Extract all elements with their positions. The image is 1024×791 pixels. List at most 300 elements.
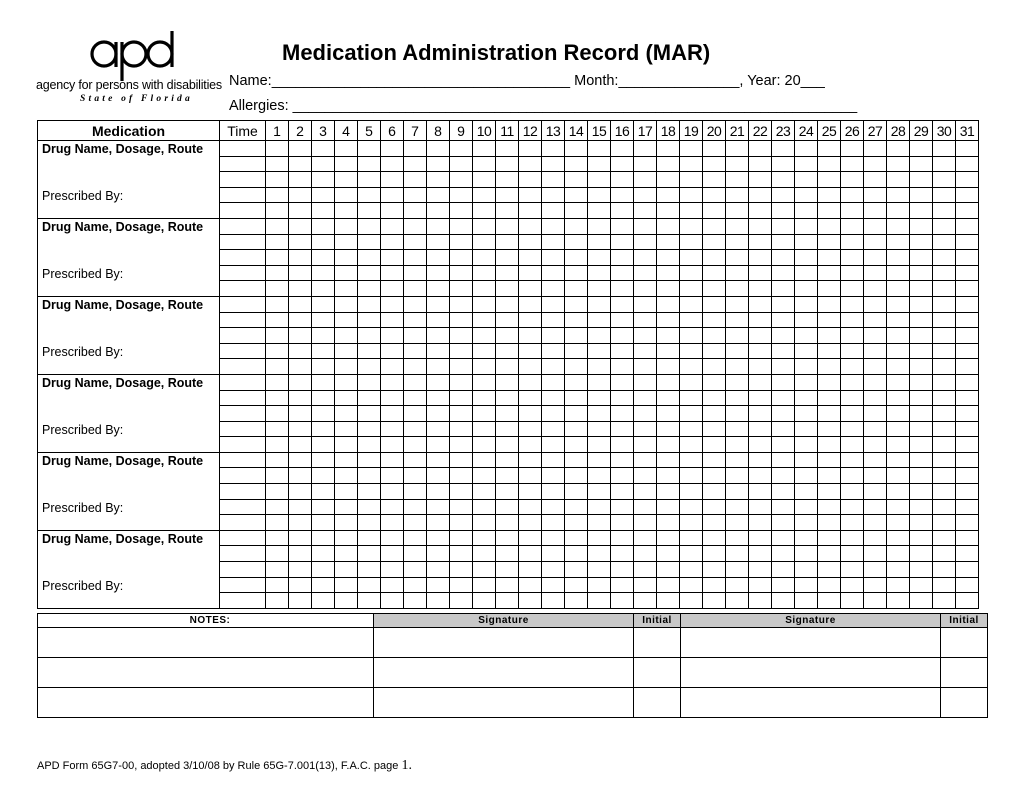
day-cell[interactable] bbox=[542, 546, 565, 562]
day-cell[interactable] bbox=[427, 265, 450, 281]
day-cell[interactable] bbox=[910, 406, 933, 422]
day-cell[interactable] bbox=[703, 312, 726, 328]
day-cell[interactable] bbox=[864, 172, 887, 188]
day-cell[interactable] bbox=[473, 218, 496, 234]
day-cell[interactable] bbox=[450, 218, 473, 234]
day-cell[interactable] bbox=[864, 499, 887, 515]
day-cell[interactable] bbox=[588, 499, 611, 515]
day-cell[interactable] bbox=[450, 141, 473, 157]
day-cell[interactable] bbox=[588, 468, 611, 484]
day-cell[interactable] bbox=[910, 546, 933, 562]
time-cell[interactable] bbox=[220, 203, 266, 219]
day-cell[interactable] bbox=[680, 546, 703, 562]
day-cell[interactable] bbox=[496, 359, 519, 375]
day-cell[interactable] bbox=[496, 468, 519, 484]
day-cell[interactable] bbox=[634, 546, 657, 562]
day-cell[interactable] bbox=[542, 265, 565, 281]
day-cell[interactable] bbox=[772, 577, 795, 593]
day-cell[interactable] bbox=[427, 577, 450, 593]
day-cell[interactable] bbox=[312, 187, 335, 203]
day-cell[interactable] bbox=[542, 452, 565, 468]
day-cell[interactable] bbox=[887, 593, 910, 609]
day-cell[interactable] bbox=[795, 234, 818, 250]
day-cell[interactable] bbox=[956, 250, 979, 266]
day-cell[interactable] bbox=[634, 374, 657, 390]
day-cell[interactable] bbox=[864, 562, 887, 578]
day-cell[interactable] bbox=[542, 234, 565, 250]
day-cell[interactable] bbox=[404, 374, 427, 390]
day-cell[interactable] bbox=[726, 593, 749, 609]
day-cell[interactable] bbox=[611, 203, 634, 219]
day-cell[interactable] bbox=[933, 406, 956, 422]
day-cell[interactable] bbox=[588, 593, 611, 609]
day-cell[interactable] bbox=[588, 374, 611, 390]
day-cell[interactable] bbox=[657, 328, 680, 344]
day-cell[interactable] bbox=[680, 530, 703, 546]
day-cell[interactable] bbox=[887, 499, 910, 515]
day-cell[interactable] bbox=[565, 296, 588, 312]
day-cell[interactable] bbox=[404, 312, 427, 328]
day-cell[interactable] bbox=[795, 437, 818, 453]
day-cell[interactable] bbox=[565, 390, 588, 406]
day-cell[interactable] bbox=[772, 593, 795, 609]
day-cell[interactable] bbox=[565, 312, 588, 328]
day-cell[interactable] bbox=[473, 328, 496, 344]
day-cell[interactable] bbox=[542, 296, 565, 312]
time-cell[interactable] bbox=[220, 250, 266, 266]
day-cell[interactable] bbox=[841, 452, 864, 468]
medication-cell[interactable] bbox=[38, 452, 220, 530]
day-cell[interactable] bbox=[795, 468, 818, 484]
day-cell[interactable] bbox=[427, 328, 450, 344]
day-cell[interactable] bbox=[611, 374, 634, 390]
day-cell[interactable] bbox=[358, 250, 381, 266]
day-cell[interactable] bbox=[818, 562, 841, 578]
day-cell[interactable] bbox=[611, 562, 634, 578]
day-cell[interactable] bbox=[910, 203, 933, 219]
day-cell[interactable] bbox=[818, 484, 841, 500]
day-cell[interactable] bbox=[266, 203, 289, 219]
day-cell[interactable] bbox=[542, 390, 565, 406]
day-cell[interactable] bbox=[588, 437, 611, 453]
day-cell[interactable] bbox=[542, 172, 565, 188]
day-cell[interactable] bbox=[956, 546, 979, 562]
day-cell[interactable] bbox=[404, 437, 427, 453]
day-cell[interactable] bbox=[772, 530, 795, 546]
day-cell[interactable] bbox=[611, 515, 634, 531]
day-cell[interactable] bbox=[381, 203, 404, 219]
day-cell[interactable] bbox=[657, 484, 680, 500]
day-cell[interactable] bbox=[841, 187, 864, 203]
day-cell[interactable] bbox=[680, 515, 703, 531]
day-cell[interactable] bbox=[473, 359, 496, 375]
day-cell[interactable] bbox=[611, 421, 634, 437]
day-cell[interactable] bbox=[565, 452, 588, 468]
day-cell[interactable] bbox=[289, 406, 312, 422]
day-cell[interactable] bbox=[542, 250, 565, 266]
day-cell[interactable] bbox=[335, 515, 358, 531]
day-cell[interactable] bbox=[933, 390, 956, 406]
day-cell[interactable] bbox=[657, 156, 680, 172]
day-cell[interactable] bbox=[289, 218, 312, 234]
day-cell[interactable] bbox=[588, 546, 611, 562]
day-cell[interactable] bbox=[611, 406, 634, 422]
day-cell[interactable] bbox=[634, 281, 657, 297]
day-cell[interactable] bbox=[312, 421, 335, 437]
day-cell[interactable] bbox=[496, 141, 519, 157]
day-cell[interactable] bbox=[841, 468, 864, 484]
day-cell[interactable] bbox=[749, 499, 772, 515]
day-cell[interactable] bbox=[772, 141, 795, 157]
day-cell[interactable] bbox=[864, 515, 887, 531]
day-cell[interactable] bbox=[703, 203, 726, 219]
day-cell[interactable] bbox=[335, 390, 358, 406]
name-month-year-line[interactable]: Name:_____________________________________ Month:_______________, Year: 20___ bbox=[229, 73, 825, 89]
day-cell[interactable] bbox=[795, 265, 818, 281]
day-cell[interactable] bbox=[634, 593, 657, 609]
day-cell[interactable] bbox=[381, 562, 404, 578]
day-cell[interactable] bbox=[266, 250, 289, 266]
time-cell[interactable] bbox=[220, 515, 266, 531]
day-cell[interactable] bbox=[358, 530, 381, 546]
day-cell[interactable] bbox=[772, 296, 795, 312]
day-cell[interactable] bbox=[565, 281, 588, 297]
day-cell[interactable] bbox=[703, 452, 726, 468]
day-cell[interactable] bbox=[427, 515, 450, 531]
day-cell[interactable] bbox=[910, 296, 933, 312]
day-cell[interactable] bbox=[772, 172, 795, 188]
day-cell[interactable] bbox=[565, 484, 588, 500]
day-cell[interactable] bbox=[312, 390, 335, 406]
day-cell[interactable] bbox=[749, 546, 772, 562]
day-cell[interactable] bbox=[588, 359, 611, 375]
day-cell[interactable] bbox=[266, 312, 289, 328]
day-cell[interactable] bbox=[542, 593, 565, 609]
time-cell[interactable] bbox=[220, 156, 266, 172]
day-cell[interactable] bbox=[450, 374, 473, 390]
day-cell[interactable] bbox=[358, 562, 381, 578]
day-cell[interactable] bbox=[703, 406, 726, 422]
day-cell[interactable] bbox=[795, 546, 818, 562]
day-cell[interactable] bbox=[841, 515, 864, 531]
day-cell[interactable] bbox=[887, 296, 910, 312]
day-cell[interactable] bbox=[473, 203, 496, 219]
day-cell[interactable] bbox=[703, 234, 726, 250]
day-cell[interactable] bbox=[726, 406, 749, 422]
day-cell[interactable] bbox=[726, 187, 749, 203]
day-cell[interactable] bbox=[772, 328, 795, 344]
day-cell[interactable] bbox=[680, 406, 703, 422]
day-cell[interactable] bbox=[956, 281, 979, 297]
day-cell[interactable] bbox=[473, 530, 496, 546]
day-cell[interactable] bbox=[841, 374, 864, 390]
day-cell[interactable] bbox=[933, 281, 956, 297]
day-cell[interactable] bbox=[381, 406, 404, 422]
day-cell[interactable] bbox=[772, 343, 795, 359]
day-cell[interactable] bbox=[404, 452, 427, 468]
day-cell[interactable] bbox=[289, 562, 312, 578]
day-cell[interactable] bbox=[726, 141, 749, 157]
day-cell[interactable] bbox=[289, 312, 312, 328]
day-cell[interactable] bbox=[565, 562, 588, 578]
day-cell[interactable] bbox=[266, 452, 289, 468]
medication-cell[interactable] bbox=[38, 141, 220, 219]
day-cell[interactable] bbox=[864, 296, 887, 312]
day-cell[interactable] bbox=[680, 437, 703, 453]
day-cell[interactable] bbox=[749, 265, 772, 281]
day-cell[interactable] bbox=[588, 234, 611, 250]
day-cell[interactable] bbox=[588, 265, 611, 281]
day-cell[interactable] bbox=[496, 187, 519, 203]
day-cell[interactable] bbox=[312, 546, 335, 562]
day-cell[interactable] bbox=[473, 406, 496, 422]
day-cell[interactable] bbox=[450, 562, 473, 578]
day-cell[interactable] bbox=[795, 499, 818, 515]
day-cell[interactable] bbox=[266, 499, 289, 515]
day-cell[interactable] bbox=[910, 172, 933, 188]
day-cell[interactable] bbox=[542, 187, 565, 203]
day-cell[interactable] bbox=[565, 359, 588, 375]
day-cell[interactable] bbox=[381, 484, 404, 500]
day-cell[interactable] bbox=[726, 218, 749, 234]
day-cell[interactable] bbox=[749, 593, 772, 609]
day-cell[interactable] bbox=[818, 218, 841, 234]
day-cell[interactable] bbox=[887, 281, 910, 297]
day-cell[interactable] bbox=[864, 218, 887, 234]
day-cell[interactable] bbox=[933, 234, 956, 250]
day-cell[interactable] bbox=[611, 250, 634, 266]
day-cell[interactable] bbox=[266, 156, 289, 172]
day-cell[interactable] bbox=[473, 499, 496, 515]
day-cell[interactable] bbox=[450, 328, 473, 344]
day-cell[interactable] bbox=[956, 530, 979, 546]
day-cell[interactable] bbox=[910, 281, 933, 297]
time-cell[interactable] bbox=[220, 374, 266, 390]
day-cell[interactable] bbox=[404, 562, 427, 578]
day-cell[interactable] bbox=[358, 328, 381, 344]
day-cell[interactable] bbox=[519, 546, 542, 562]
day-cell[interactable] bbox=[887, 343, 910, 359]
day-cell[interactable] bbox=[887, 234, 910, 250]
day-cell[interactable] bbox=[726, 265, 749, 281]
day-cell[interactable] bbox=[680, 593, 703, 609]
day-cell[interactable] bbox=[404, 203, 427, 219]
day-cell[interactable] bbox=[427, 593, 450, 609]
day-cell[interactable] bbox=[795, 530, 818, 546]
day-cell[interactable] bbox=[910, 421, 933, 437]
day-cell[interactable] bbox=[657, 515, 680, 531]
day-cell[interactable] bbox=[473, 187, 496, 203]
day-cell[interactable] bbox=[795, 187, 818, 203]
day-cell[interactable] bbox=[473, 562, 496, 578]
day-cell[interactable] bbox=[450, 312, 473, 328]
day-cell[interactable] bbox=[289, 296, 312, 312]
day-cell[interactable] bbox=[496, 484, 519, 500]
day-cell[interactable] bbox=[266, 343, 289, 359]
day-cell[interactable] bbox=[634, 562, 657, 578]
signature-cell[interactable] bbox=[374, 628, 634, 658]
day-cell[interactable] bbox=[404, 530, 427, 546]
day-cell[interactable] bbox=[473, 374, 496, 390]
day-cell[interactable] bbox=[933, 359, 956, 375]
day-cell[interactable] bbox=[657, 452, 680, 468]
day-cell[interactable] bbox=[289, 484, 312, 500]
day-cell[interactable] bbox=[358, 218, 381, 234]
day-cell[interactable] bbox=[795, 141, 818, 157]
time-cell[interactable] bbox=[220, 452, 266, 468]
day-cell[interactable] bbox=[542, 218, 565, 234]
day-cell[interactable] bbox=[933, 296, 956, 312]
day-cell[interactable] bbox=[726, 172, 749, 188]
day-cell[interactable] bbox=[473, 234, 496, 250]
day-cell[interactable] bbox=[933, 265, 956, 281]
day-cell[interactable] bbox=[864, 343, 887, 359]
day-cell[interactable] bbox=[818, 421, 841, 437]
day-cell[interactable] bbox=[519, 203, 542, 219]
day-cell[interactable] bbox=[588, 406, 611, 422]
day-cell[interactable] bbox=[519, 484, 542, 500]
day-cell[interactable] bbox=[611, 530, 634, 546]
day-cell[interactable] bbox=[795, 390, 818, 406]
day-cell[interactable] bbox=[749, 343, 772, 359]
day-cell[interactable] bbox=[289, 187, 312, 203]
day-cell[interactable] bbox=[335, 562, 358, 578]
day-cell[interactable] bbox=[887, 141, 910, 157]
day-cell[interactable] bbox=[887, 390, 910, 406]
day-cell[interactable] bbox=[933, 156, 956, 172]
day-cell[interactable] bbox=[910, 437, 933, 453]
day-cell[interactable] bbox=[841, 359, 864, 375]
day-cell[interactable] bbox=[404, 250, 427, 266]
day-cell[interactable] bbox=[289, 172, 312, 188]
day-cell[interactable] bbox=[542, 421, 565, 437]
day-cell[interactable] bbox=[266, 359, 289, 375]
day-cell[interactable] bbox=[289, 390, 312, 406]
day-cell[interactable] bbox=[565, 468, 588, 484]
day-cell[interactable] bbox=[657, 296, 680, 312]
day-cell[interactable] bbox=[473, 141, 496, 157]
day-cell[interactable] bbox=[404, 156, 427, 172]
day-cell[interactable] bbox=[266, 515, 289, 531]
signature-cell[interactable] bbox=[374, 688, 634, 718]
day-cell[interactable] bbox=[542, 359, 565, 375]
day-cell[interactable] bbox=[381, 218, 404, 234]
day-cell[interactable] bbox=[726, 390, 749, 406]
day-cell[interactable] bbox=[864, 452, 887, 468]
day-cell[interactable] bbox=[634, 156, 657, 172]
day-cell[interactable] bbox=[312, 468, 335, 484]
day-cell[interactable] bbox=[910, 328, 933, 344]
day-cell[interactable] bbox=[427, 234, 450, 250]
day-cell[interactable] bbox=[910, 359, 933, 375]
day-cell[interactable] bbox=[841, 141, 864, 157]
day-cell[interactable] bbox=[634, 530, 657, 546]
day-cell[interactable] bbox=[496, 250, 519, 266]
day-cell[interactable] bbox=[450, 265, 473, 281]
day-cell[interactable] bbox=[335, 218, 358, 234]
day-cell[interactable] bbox=[910, 343, 933, 359]
day-cell[interactable] bbox=[427, 250, 450, 266]
day-cell[interactable] bbox=[726, 437, 749, 453]
time-cell[interactable] bbox=[220, 359, 266, 375]
day-cell[interactable] bbox=[404, 390, 427, 406]
day-cell[interactable] bbox=[956, 218, 979, 234]
day-cell[interactable] bbox=[887, 484, 910, 500]
day-cell[interactable] bbox=[634, 312, 657, 328]
day-cell[interactable] bbox=[749, 250, 772, 266]
time-cell[interactable] bbox=[220, 328, 266, 344]
time-cell[interactable] bbox=[220, 187, 266, 203]
day-cell[interactable] bbox=[887, 203, 910, 219]
day-cell[interactable] bbox=[864, 265, 887, 281]
day-cell[interactable] bbox=[657, 141, 680, 157]
day-cell[interactable] bbox=[588, 141, 611, 157]
day-cell[interactable] bbox=[772, 281, 795, 297]
day-cell[interactable] bbox=[565, 141, 588, 157]
day-cell[interactable] bbox=[519, 156, 542, 172]
day-cell[interactable] bbox=[335, 437, 358, 453]
day-cell[interactable] bbox=[657, 281, 680, 297]
day-cell[interactable] bbox=[450, 421, 473, 437]
day-cell[interactable] bbox=[289, 343, 312, 359]
day-cell[interactable] bbox=[703, 562, 726, 578]
day-cell[interactable] bbox=[450, 468, 473, 484]
day-cell[interactable] bbox=[841, 577, 864, 593]
day-cell[interactable] bbox=[933, 421, 956, 437]
day-cell[interactable] bbox=[450, 577, 473, 593]
day-cell[interactable] bbox=[956, 452, 979, 468]
day-cell[interactable] bbox=[289, 203, 312, 219]
day-cell[interactable] bbox=[956, 515, 979, 531]
day-cell[interactable] bbox=[772, 515, 795, 531]
day-cell[interactable] bbox=[565, 515, 588, 531]
day-cell[interactable] bbox=[450, 359, 473, 375]
day-cell[interactable] bbox=[887, 437, 910, 453]
day-cell[interactable] bbox=[680, 328, 703, 344]
day-cell[interactable] bbox=[634, 265, 657, 281]
day-cell[interactable] bbox=[312, 515, 335, 531]
day-cell[interactable] bbox=[956, 421, 979, 437]
day-cell[interactable] bbox=[611, 468, 634, 484]
day-cell[interactable] bbox=[335, 530, 358, 546]
day-cell[interactable] bbox=[519, 281, 542, 297]
day-cell[interactable] bbox=[588, 203, 611, 219]
day-cell[interactable] bbox=[956, 265, 979, 281]
day-cell[interactable] bbox=[795, 218, 818, 234]
day-cell[interactable] bbox=[910, 218, 933, 234]
day-cell[interactable] bbox=[772, 484, 795, 500]
day-cell[interactable] bbox=[933, 250, 956, 266]
day-cell[interactable] bbox=[381, 187, 404, 203]
day-cell[interactable] bbox=[680, 187, 703, 203]
day-cell[interactable] bbox=[933, 141, 956, 157]
day-cell[interactable] bbox=[358, 172, 381, 188]
day-cell[interactable] bbox=[841, 328, 864, 344]
day-cell[interactable] bbox=[657, 421, 680, 437]
day-cell[interactable] bbox=[496, 452, 519, 468]
day-cell[interactable] bbox=[496, 172, 519, 188]
day-cell[interactable] bbox=[588, 187, 611, 203]
day-cell[interactable] bbox=[933, 546, 956, 562]
day-cell[interactable] bbox=[450, 343, 473, 359]
day-cell[interactable] bbox=[933, 530, 956, 546]
day-cell[interactable] bbox=[795, 577, 818, 593]
day-cell[interactable] bbox=[956, 374, 979, 390]
day-cell[interactable] bbox=[703, 390, 726, 406]
day-cell[interactable] bbox=[519, 593, 542, 609]
day-cell[interactable] bbox=[795, 374, 818, 390]
day-cell[interactable] bbox=[864, 546, 887, 562]
